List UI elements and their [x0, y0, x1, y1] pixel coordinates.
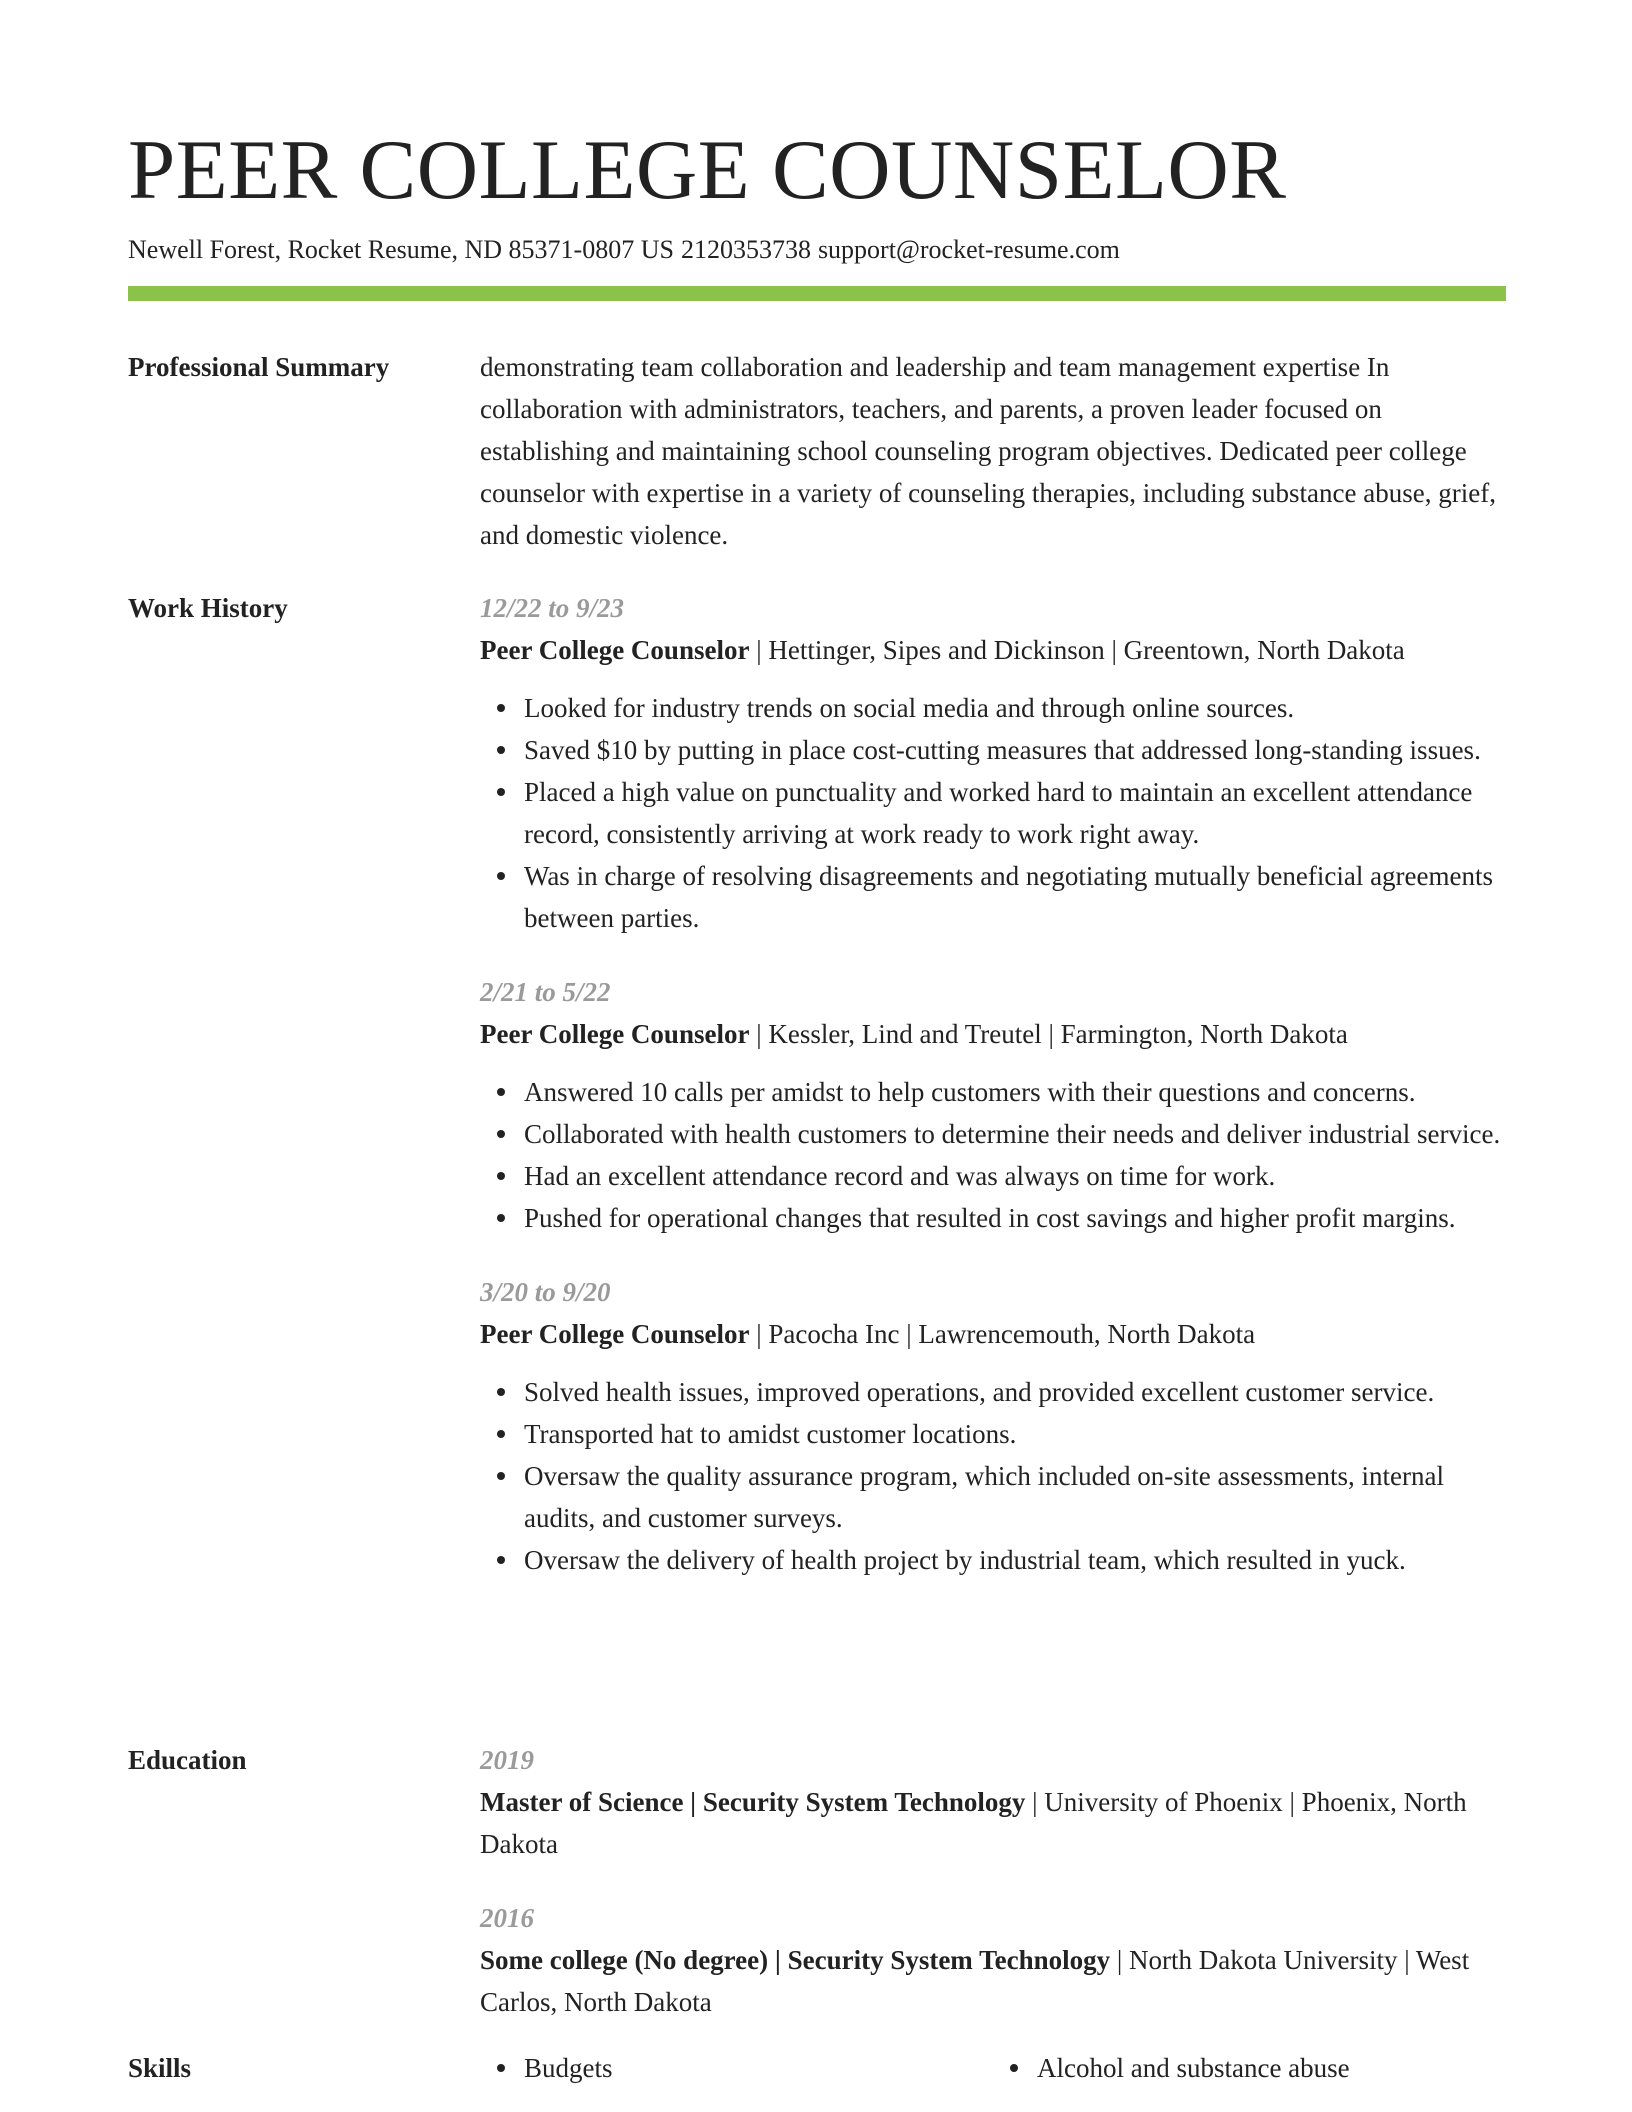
job-dates: 3/20 to 9/20 [480, 1277, 611, 1307]
job-bullets [480, 687, 1506, 939]
education-entry [480, 1739, 1506, 1865]
skill-item: Alcohol and substance abuse [1037, 2047, 1506, 2089]
job-bullet: Transported hat to amidst customer locations. [524, 1413, 1506, 1455]
job-employer-location: | Kessler, Lind and Treutel | Farmington, North Dakota [749, 1019, 1348, 1049]
job-dates: 2/21 to 5/22 [480, 977, 611, 1007]
education-school-location: | North Dakota University | West Carlos, North Dakota [480, 1945, 1470, 2017]
job-bullet: Placed a high value on punctuality and worked hard to maintain an excellent attendance record, consistently arriving at work ready to work right away. [524, 771, 1506, 855]
job-bullet: Solved health issues, improved operations, and provided excellent customer service. [524, 1371, 1506, 1413]
education-degree: Some college (No degree) | Security System Technology [480, 1945, 1111, 1975]
skills-list-left [480, 2047, 993, 2089]
job-bullet: Was in charge of resolving disagreements and negotiating mutually beneficial agreements between parties. [524, 855, 1506, 939]
education-line [480, 1781, 1506, 1865]
contact-line [128, 232, 1120, 268]
job-bullet: Pushed for operational changes that resulted in cost savings and higher profit margins. [524, 1197, 1506, 1239]
section-title-skills: Skills [128, 2053, 192, 2083]
contact-phone: 2120353738 [680, 235, 811, 264]
job-entry [480, 587, 1506, 939]
job-bullets [480, 1071, 1506, 1239]
education-entry [480, 1897, 1506, 2023]
section-title-summary: Professional Summary [128, 352, 390, 382]
job-bullet: Looked for industry trends on social media and through online sources. [524, 687, 1506, 729]
job-bullets [480, 1371, 1506, 1581]
job-title-line [480, 1313, 1506, 1355]
education-body [480, 1739, 1506, 2023]
job-entry [480, 971, 1506, 1239]
job-bullet: Answered 10 calls per amidst to help customers with their questions and concerns. [524, 1071, 1506, 1113]
section-title-education: Education [128, 1745, 247, 1775]
education-line [480, 1939, 1506, 2023]
contact-address: Newell Forest, Rocket Resume, ND 85371-0807 US [128, 235, 674, 264]
skills-columns [480, 2047, 1506, 2089]
section-title-work-history: Work History [128, 593, 288, 623]
job-bullet: Oversaw the quality assurance program, which included on-site assessments, internal audits, and customer surveys. [524, 1455, 1506, 1539]
job-position: Peer College Counselor [480, 635, 750, 665]
job-dates: 12/22 to 9/23 [480, 593, 625, 623]
skills-body [480, 2047, 1506, 2089]
job-title-line [480, 1013, 1506, 1055]
work-history-body [480, 587, 1506, 1581]
candidate-name: PEER COLLEGE COUNSELOR [128, 123, 1287, 217]
job-bullet: Saved $10 by putting in place cost-cutting measures that addressed long-standing issues. [524, 729, 1506, 771]
contact-email: support@rocket-resume.com [817, 235, 1120, 264]
job-bullet: Oversaw the delivery of health project by industrial team, which resulted in yuck. [524, 1539, 1506, 1581]
skill-item: Budgets [524, 2047, 993, 2089]
skills-list-right [993, 2047, 1506, 2089]
job-position: Peer College Counselor [480, 1019, 750, 1049]
summary-text: demonstrating team collaboration and leadership and team management expertise In collaboration with administrators, teachers, and parents, a proven leader focused on establishing and maintaining school counseling program objectives. Dedicated peer college counselor with expertise in a variety of counseling therapies, including substance abuse, grief, and domestic violence. [480, 352, 1496, 550]
job-bullet: Had an excellent attendance record and was always on time for work. [524, 1155, 1506, 1197]
job-employer-location: | Pacocha Inc | Lawrencemouth, North Dakota [749, 1319, 1256, 1349]
education-year: 2016 [480, 1903, 534, 1933]
education-school-location: | University of Phoenix | Phoenix, North Dakota [480, 1787, 1467, 1859]
header-divider [128, 286, 1506, 301]
job-title-line [480, 629, 1506, 671]
job-bullet: Collaborated with health customers to determine their needs and deliver industrial service. [524, 1113, 1506, 1155]
education-degree: Master of Science | Security System Technology [480, 1787, 1026, 1817]
job-position: Peer College Counselor [480, 1319, 750, 1349]
job-employer-location: | Hettinger, Sipes and Dickinson | Greentown, North Dakota [749, 635, 1405, 665]
education-year: 2019 [480, 1745, 534, 1775]
job-entry [480, 1271, 1506, 1581]
summary-body [480, 346, 1506, 556]
